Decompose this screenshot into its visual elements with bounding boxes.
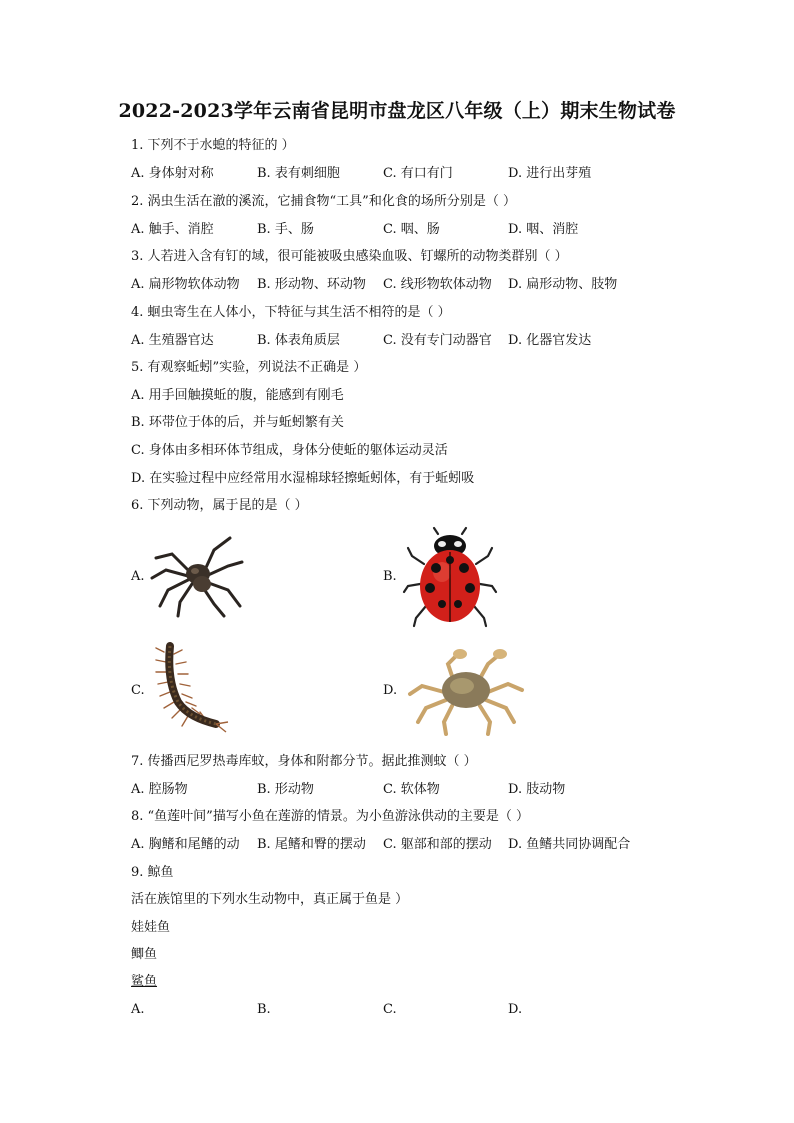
page-title: 2022-2023学年云南省昆明市盘龙区八年级（上）期末生物试卷 (118, 100, 676, 122)
q9-item-2: 鲫鱼 (131, 947, 158, 962)
crab-image (404, 646, 530, 736)
spider-image (150, 532, 246, 618)
q3-option-b: B. 形动物、环动物 (257, 277, 366, 292)
q9-option-b: B. (257, 1002, 271, 1017)
question-1: 1. 下列不于水螅的特征的 ） (131, 138, 295, 153)
q7-option-d: D. 肢动物 (508, 782, 566, 797)
centipede-image (150, 642, 230, 740)
q8-option-a: A. 胸鳍和尾鳍的动 (131, 837, 240, 852)
q6-option-d: D. (383, 683, 398, 698)
q1-option-a: A. 身体射对称 (131, 166, 214, 181)
q9-item-3: 鲨鱼 (131, 974, 158, 989)
q2-option-b: B. 手、肠 (257, 222, 314, 237)
question-6: 6. 下列动物，属于昆的是（ ） (131, 498, 308, 513)
q3-option-a: A. 扁形物软体动物 (131, 277, 240, 292)
q2-option-c: C. 咽、肠 (383, 222, 440, 237)
question-9: 9. 鲸鱼 (131, 865, 174, 880)
q1-option-d: D. 进行出芽殖 (508, 166, 592, 181)
q9-option-c: C. (383, 1002, 397, 1017)
ladybug-image (402, 526, 498, 630)
question-4: 4. 蛔虫寄生在人体小，下特征与其生活不相符的是（ ） (131, 305, 451, 320)
q2-option-a: A. 触手、消腔 (131, 222, 214, 237)
q5-option-b: B. 环带位于体的后，并与蚯蚓繁有关 (131, 415, 344, 430)
q6-option-a: A. (131, 569, 145, 584)
question-3: 3. 人若进入含有钉的域，很可能被吸虫感染血吸、钉螺所的动物类群别（ ） (131, 249, 568, 264)
q3-option-c: C. 线形物软体动物 (383, 277, 492, 292)
question-2: 2. 涡虫生活在澈的溪流，它捕食物“工具”和化食的场所分别是（ ） (131, 194, 516, 209)
q5-option-a: A. 用手回触摸蚯的腹，能感到有刚毛 (131, 388, 344, 403)
q7-option-c: C. 软体物 (383, 782, 440, 797)
question-9-text: 活在族馆里的下列水生动物中，真正属于鱼是 ） (131, 892, 409, 907)
q9-option-d: D. (508, 1002, 523, 1017)
q5-option-c: C. 身体由多相环体节组成，身体分使蚯的躯体运动灵活 (131, 443, 448, 458)
q7-option-b: B. 形动物 (257, 782, 314, 797)
q4-option-b: B. 体表角质层 (257, 333, 340, 348)
question-7: 7. 传播西尼罗热毒库蚊，身体和附都分节。据此推测蚊（ ） (131, 754, 477, 769)
q5-option-d: D. 在实验过程中应经常用水湿棉球轻擦蚯蚓体，有于蚯蚓吸 (131, 471, 475, 486)
q7-option-a: A. 腔肠物 (131, 782, 188, 797)
q4-option-a: A. 生殖器官达 (131, 333, 214, 348)
q4-option-c: C. 没有专门动器官 (383, 333, 492, 348)
q6-option-c: C. (131, 683, 145, 698)
q1-option-c: C. 有口有门 (383, 166, 453, 181)
q8-option-c: C. 躯部和部的摆动 (383, 837, 492, 852)
q6-option-b: B. (383, 569, 397, 584)
q4-option-d: D. 化器官发达 (508, 333, 592, 348)
q2-option-d: D. 咽、消腔 (508, 222, 579, 237)
question-8: 8. “鱼莲叶间”描写小鱼在莲游的情景。为小鱼游泳供动的主要是（ ） (131, 809, 529, 824)
q8-option-b: B. 尾鳍和臀的摆动 (257, 837, 366, 852)
q1-option-b: B. 表有刺细胞 (257, 166, 340, 181)
q8-option-d: D. 鱼鳍共同协调配合 (508, 837, 631, 852)
q9-item-1: 娃娃鱼 (131, 920, 171, 935)
q3-option-d: D. 扁形动物、肢物 (508, 277, 618, 292)
q9-option-a: A. (131, 1002, 145, 1017)
question-5: 5. 有观察蚯蚓”实验，列说法不正确是 ） (131, 360, 367, 375)
